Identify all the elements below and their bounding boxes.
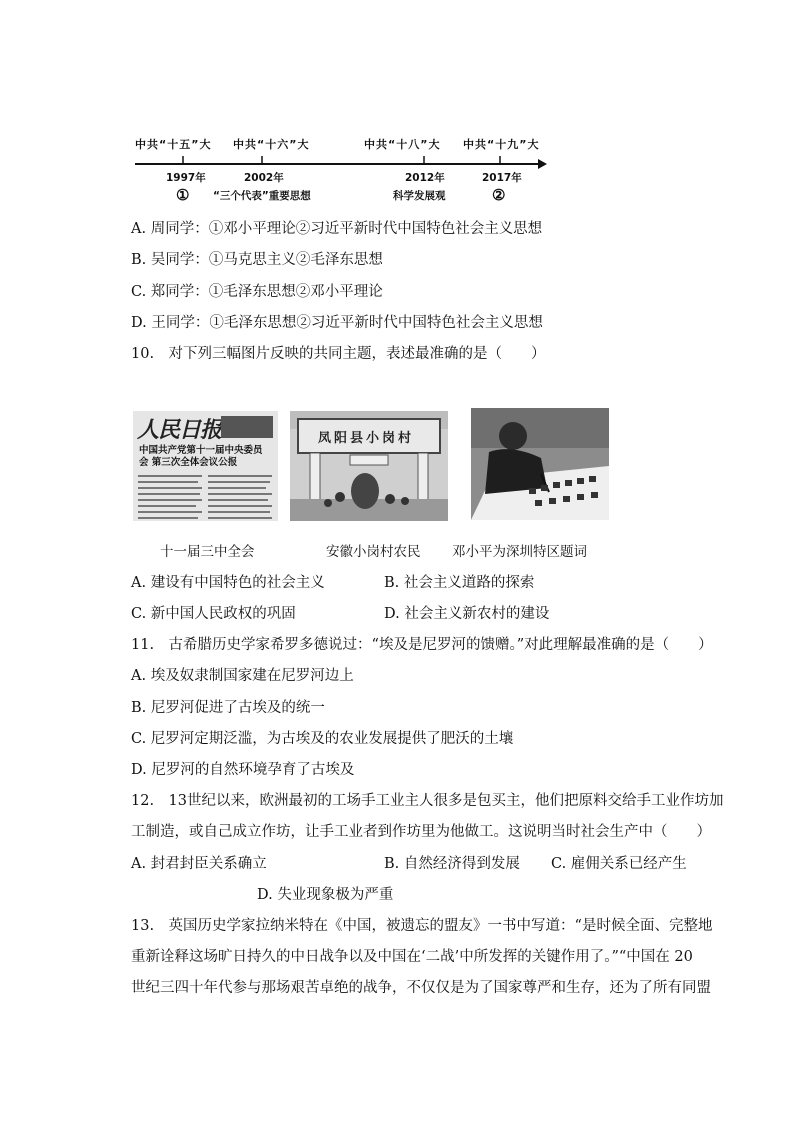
timeline-label: 中共“十八”大: [364, 138, 441, 151]
q9-option-a: A. 周同学：①邓小平理论②习近平新时代中国特色社会主义思想: [131, 221, 543, 237]
newspaper-masthead: 人民日报: [137, 417, 222, 443]
newspaper-headline: 中国共产党第十一届中央委员会 第三次全体会议公报: [139, 445, 263, 468]
calligraphy-illustration: [471, 408, 609, 520]
newspaper-columns: [133, 473, 278, 521]
q11-option-c: C. 尼罗河定期泛滥，为古埃及的农业发展提供了肥沃的土壤: [131, 731, 514, 747]
q11-option-d: D. 尼罗河的自然环境孕育了古埃及: [131, 762, 355, 778]
timeline-label: 中共“十九”大: [463, 138, 540, 151]
timeline-marker: ②: [492, 186, 506, 204]
q9-option-c: C. 郑同学：①毛泽东思想②邓小平理论: [131, 284, 383, 300]
q10-option-a: A. 建设有中国特色的社会主义: [131, 575, 325, 591]
q10-option-c: C. 新中国人民政权的巩固: [131, 606, 296, 622]
q12-stem-line1: 12. 13世纪以来，欧洲最初的工场手工业主人很多是包买主，他们把原料交给手工业作坊加: [131, 793, 724, 809]
q10-option-d: D. 社会主义新农村的建设: [384, 606, 550, 622]
q13-line3: 世纪三四十年代参与那场艰苦卓绝的战争，不仅仅是为了国家尊严和生存，还为了所有同盟: [131, 980, 711, 996]
q9-option-d: D. 王同学：①毛泽东思想②习近平新时代中国特色社会主义思想: [131, 315, 543, 331]
timeline-label: 中共“十五”大: [135, 138, 212, 151]
q12-option-d: D. 失业现象极为严重: [257, 887, 394, 903]
timeline-note: “三个代表”重要思想: [213, 190, 311, 202]
q12-stem-line2: 工制造，或自己成立作坊，让手工业者到作坊里为他做工。这说明当时社会生产中（ ）: [131, 824, 711, 840]
q12-option-c: C. 雇佣关系已经产生: [551, 856, 687, 872]
timeline-marker: ①: [176, 186, 190, 204]
timeline-axis: [0, 0, 794, 220]
q13-line2: 重新诠释这场旷日持久的中日战争以及中国在‘二战’中所发挥的关键作用了。”“中国在 20: [131, 949, 693, 965]
q13-line1: 13. 英国历史学家拉纳米特在《中国，被遗忘的盟友》一书中写道：“是时候全面、完整地: [131, 918, 713, 934]
timeline-label: 中共“十六”大: [233, 138, 310, 151]
q11-stem: 11. 古希腊历史学家希罗多德说过：“埃及是尼罗河的馈赠。”对此理解最准确的是（ ）: [131, 637, 713, 653]
q9-option-b: B. 吴同学：①马克思主义②毛泽东思想: [131, 252, 383, 268]
timeline-year: 2012年: [405, 172, 445, 184]
newspaper-photo: [133, 411, 278, 521]
deng-xiaoping-photo: [471, 408, 609, 520]
q12-option-a: A. 封君封臣关系确立: [131, 856, 267, 872]
q12-option-b: B. 自然经济得到发展: [384, 856, 520, 872]
xiaogang-village-photo: [290, 411, 448, 521]
q10-stem: 10. 对下列三幅图片反映的共同主题，表述最准确的是（ ）: [131, 346, 546, 362]
timeline-year: 2017年: [482, 172, 522, 184]
timeline-note: 科学发展观: [393, 190, 446, 202]
timeline-year: 1997年: [166, 172, 206, 184]
gate-sign-text: 凤阳县小岗村: [318, 431, 415, 446]
photo-caption: 十一届三中全会: [160, 544, 255, 560]
q10-option-b: B. 社会主义道路的探索: [384, 575, 535, 591]
q11-option-b: B. 尼罗河促进了古埃及的统一: [131, 700, 325, 716]
q11-option-a: A. 埃及奴隶制国家建在尼罗河边上: [131, 668, 354, 684]
photo-caption: 邓小平为深圳特区题词: [452, 544, 587, 560]
timeline-year: 2002年: [244, 172, 284, 184]
photo-caption: 安徽小岗村农民: [326, 544, 421, 560]
